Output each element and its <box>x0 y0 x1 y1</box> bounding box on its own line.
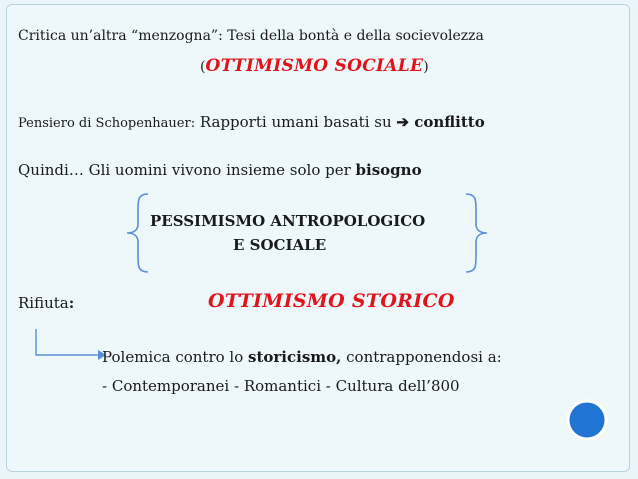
rejects-colon: : <box>68 294 75 312</box>
polemic-rest: contrapponendosi a: <box>341 348 502 366</box>
rejects-word: Rifiuta <box>18 294 69 312</box>
critique-line: Critica un’altra “menzogna”: Tesi della bontà e della socievolezza <box>18 28 484 44</box>
social-optimism-line <box>200 56 429 76</box>
polemic-line <box>102 348 502 366</box>
pessimism-title-line1: PESSIMISMO ANTROPOLOGICO <box>150 212 426 230</box>
rejects-label <box>18 294 74 312</box>
opponents-line: - Contemporanei - Romantici - Cultura dell’800 <box>102 377 460 395</box>
left-brace-icon <box>124 192 152 274</box>
historicism-word: storicismo, <box>248 348 342 366</box>
schopenhauer-prefix: Pensiero di Schopenhauer: <box>18 116 196 131</box>
arrow-icon: ➔ <box>396 113 409 131</box>
therefore-text: Quindi… Gli uomini vivono insieme solo per <box>18 161 356 179</box>
conflict-word: conflitto <box>408 113 485 131</box>
schopenhauer-text: Rapporti umani basati su <box>195 113 397 131</box>
right-brace-icon <box>462 192 490 274</box>
historical-optimism-label: OTTIMISMO STORICO <box>208 290 455 312</box>
schopenhauer-line <box>18 112 485 131</box>
polemic-text: Polemica contro lo <box>102 348 249 366</box>
blue-circle-icon <box>565 398 609 442</box>
pessimism-title-line2: E SOCIALE <box>233 236 327 254</box>
social-optimism-label: OTTIMISMO SOCIALE <box>205 56 424 76</box>
therefore-line <box>18 161 422 179</box>
need-word: bisogno <box>355 161 422 179</box>
connector-arrow-icon <box>34 329 108 363</box>
paren-open: ( <box>200 59 206 75</box>
paren-close: ) <box>423 59 429 75</box>
